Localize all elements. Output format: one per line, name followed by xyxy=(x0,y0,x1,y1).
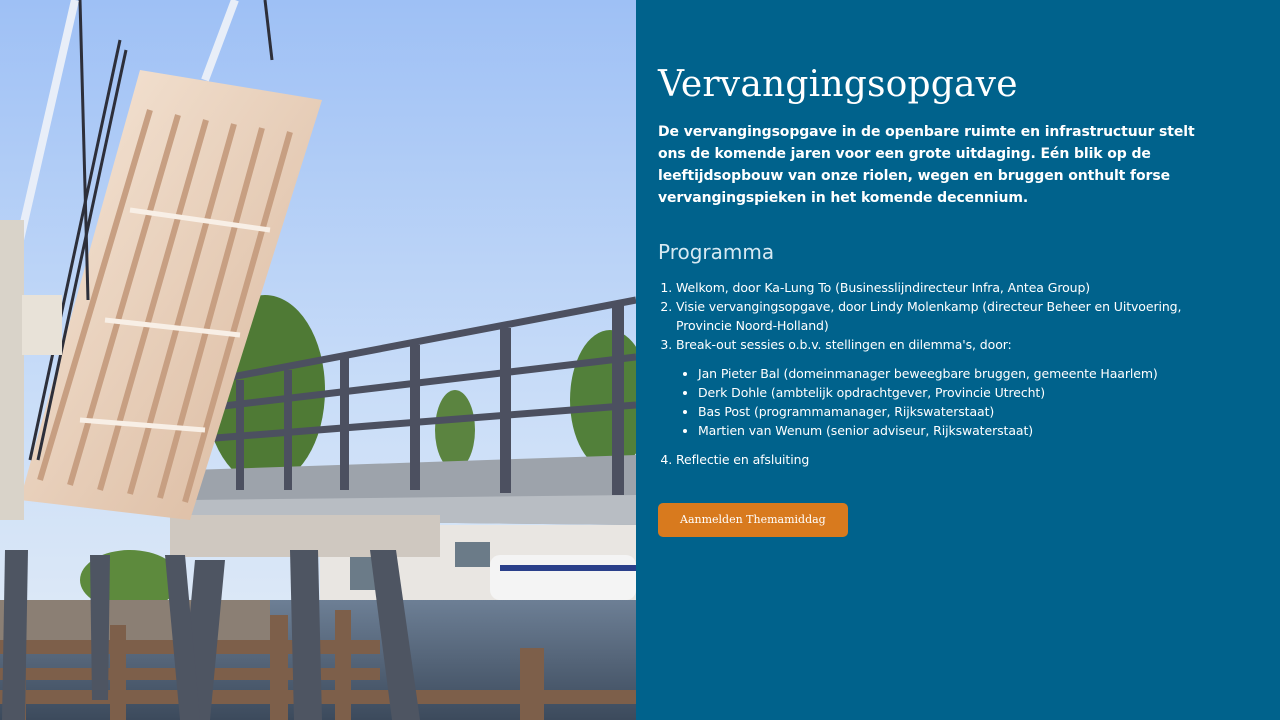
intro-text: De vervangingsopgave in de openbare ruimte en infrastructuur stelt ons de komende jaren voor een grote uitdaging. Eén blik op de leeftijdsopbouw van onze riolen, wegen en bruggen onthult forse vervangingspieken in het komende decennium. xyxy=(658,124,1195,206)
page-title: Vervangingsopgave xyxy=(658,64,1018,105)
speaker-item: • Derk Dohle (ambtelijk opdrachtgever, Provincie Utrecht) xyxy=(698,383,1200,402)
program-heading: Programma xyxy=(658,240,775,264)
speaker-item: • Jan Pieter Bal (domeinmanager beweegbare bruggen, gemeente Haarlem) xyxy=(698,364,1200,383)
drawbridge-photo xyxy=(0,0,636,720)
register-button[interactable]: Aanmelden Themamiddag xyxy=(658,503,848,537)
program-item: 2. Visie vervangingsopgave, door Lindy Molenkamp (directeur Beheer en Uitvoering, Provincie Noord-Holland) xyxy=(676,297,1200,335)
program-item: 3. Break-out sessies o.b.v. stellingen en dilemma's, door: xyxy=(676,335,1200,354)
speakers-list xyxy=(658,364,1200,440)
content-panel xyxy=(636,0,1280,720)
speaker-item: • Martien van Wenum (senior adviseur, Rijkswaterstaat) xyxy=(698,421,1200,440)
program-item: 4. Reflectie en afsluiting xyxy=(676,450,1200,469)
speakers-container xyxy=(676,364,1200,440)
speaker-item: • Bas Post (programmamanager, Rijkswaterstaat) xyxy=(698,402,1200,421)
program-item: 1. Welkom, door Ka-Lung To (Businesslijndirecteur Infra, Antea Group) xyxy=(676,278,1200,297)
program-list xyxy=(658,278,1200,469)
